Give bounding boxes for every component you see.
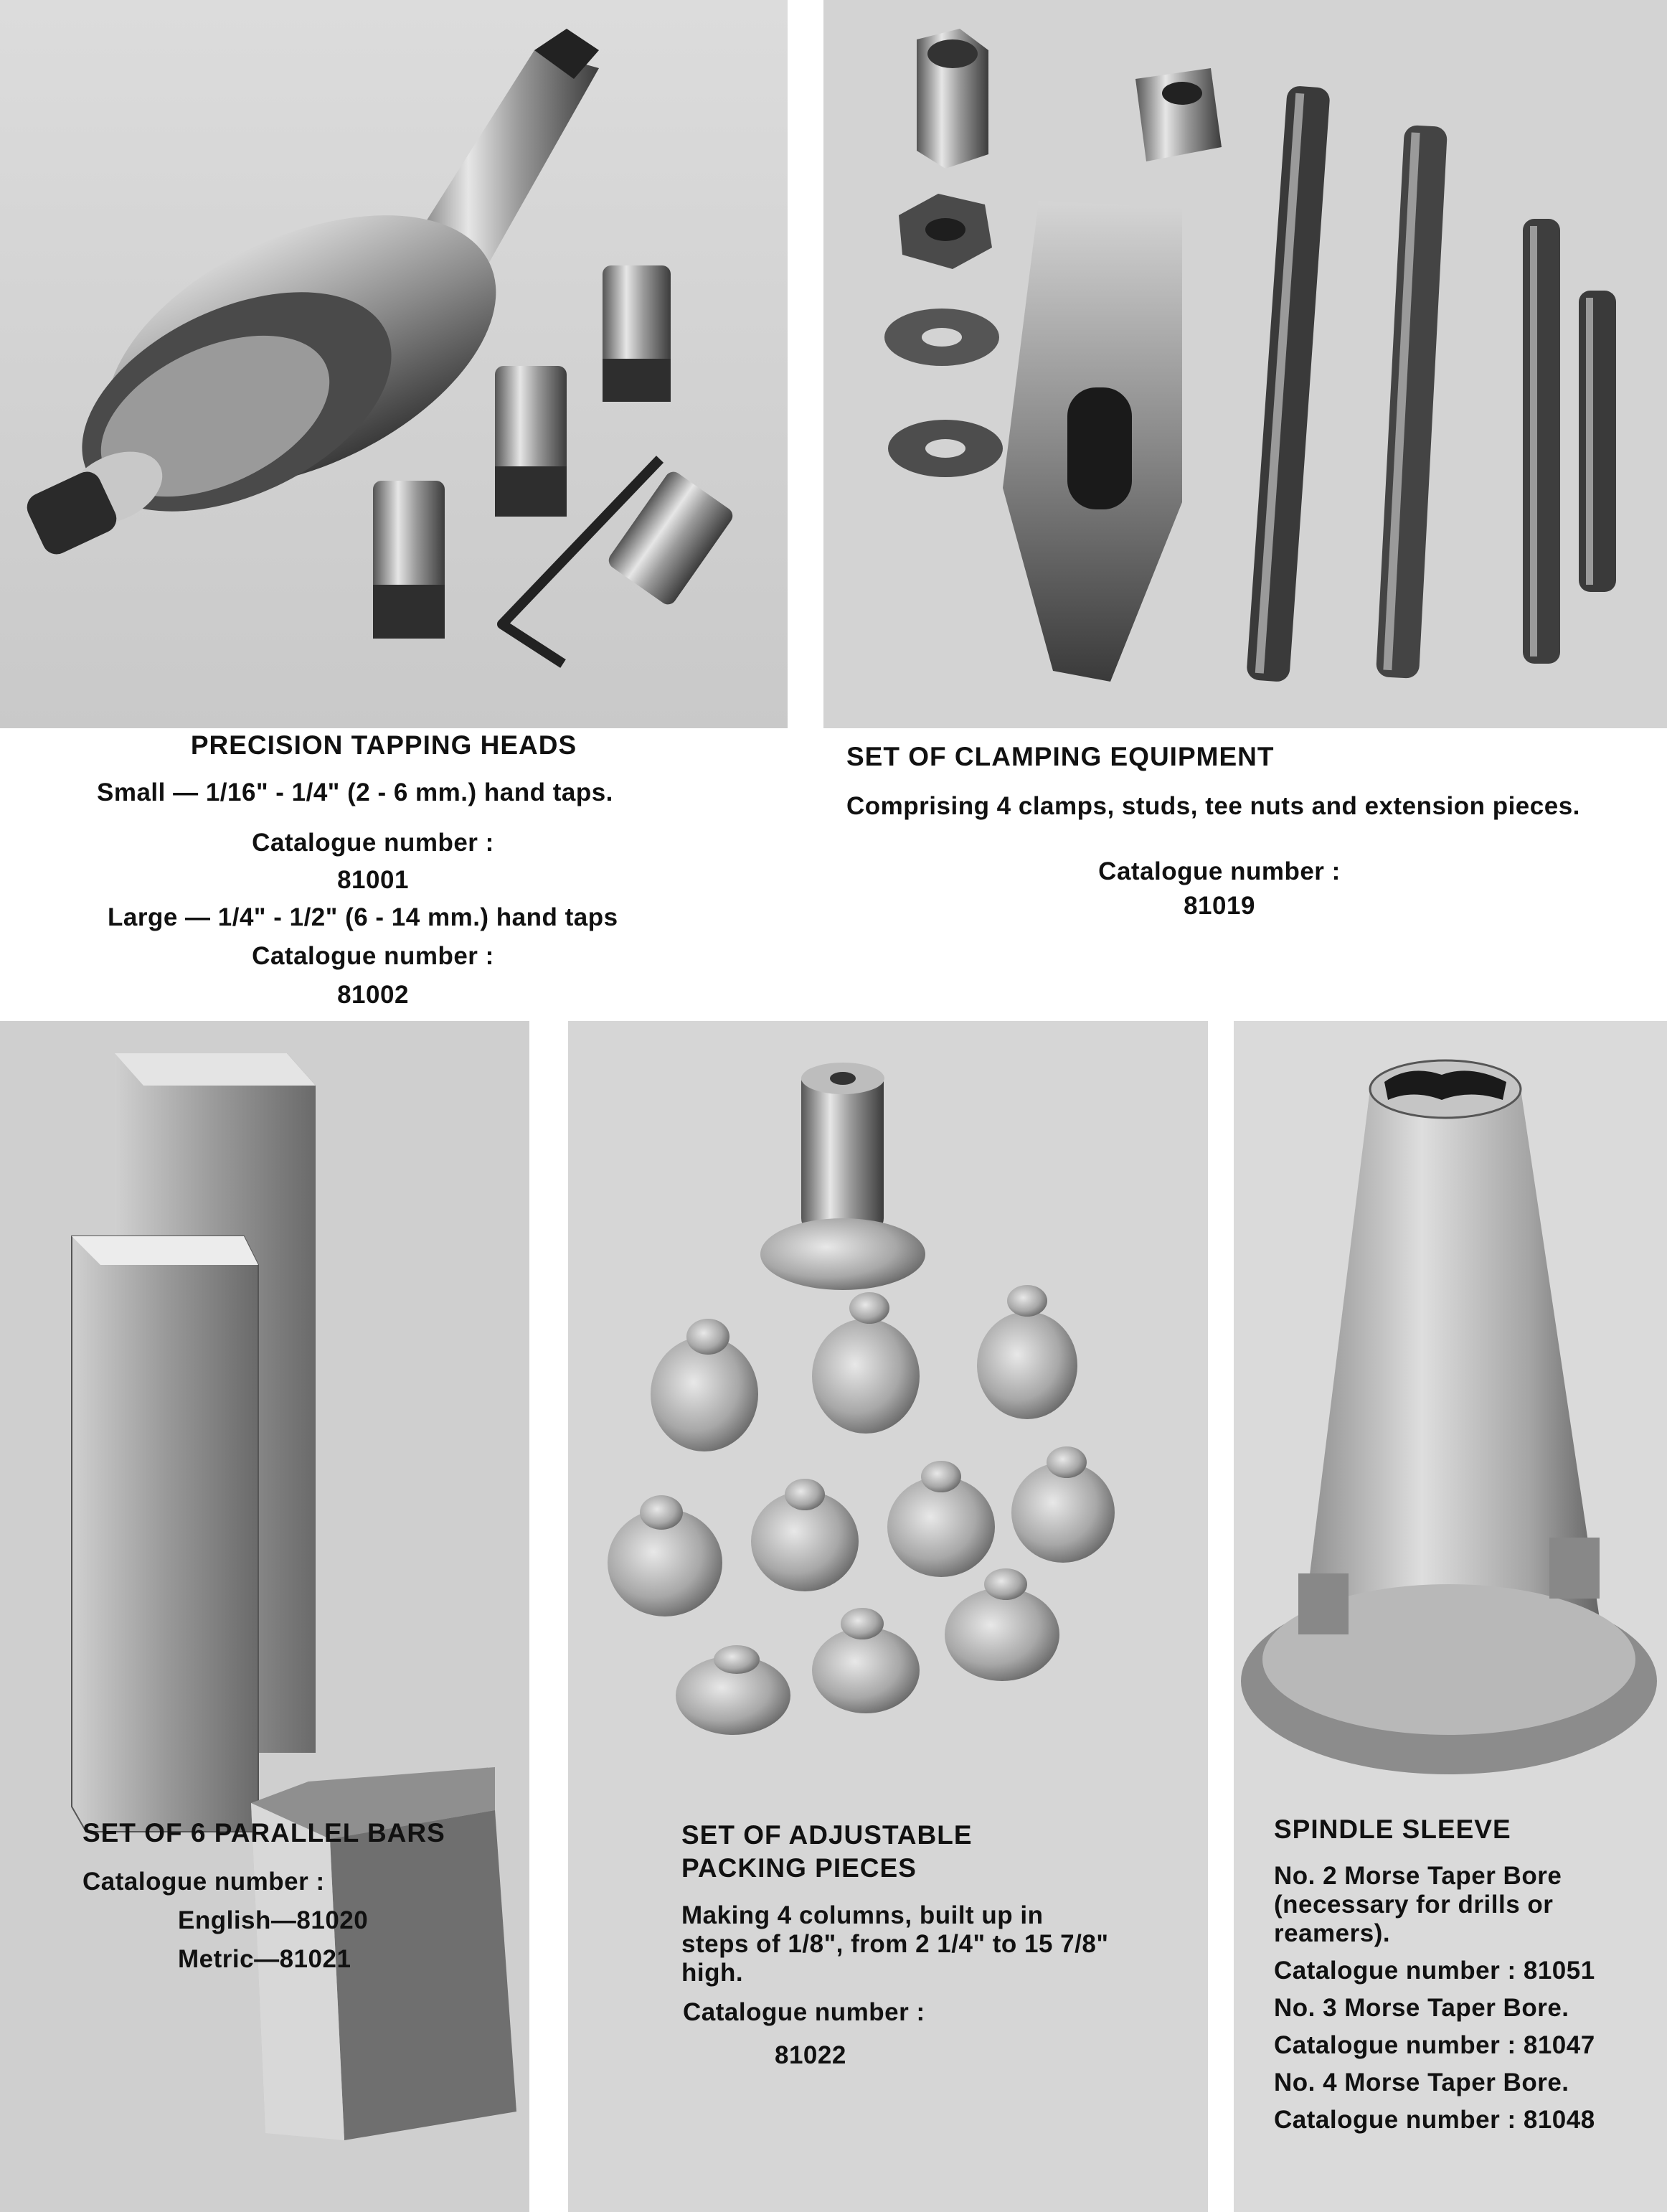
parallel-bars-metric: Metric—81021 bbox=[178, 1945, 351, 1973]
tapping-heads-small-cat-label: Catalogue number : bbox=[252, 829, 494, 857]
spindle-desc-line3: reamers). bbox=[1274, 1919, 1391, 1947]
packing-cat-number: 81022 bbox=[775, 2041, 846, 2069]
spindle-desc-line1: No. 2 Morse Taper Bore bbox=[1274, 1862, 1562, 1890]
spindle-no3: No. 3 Morse Taper Bore. bbox=[1274, 1994, 1569, 2022]
packing-title-line2: PACKING PIECES bbox=[681, 1853, 917, 1883]
tapping-heads-small-line: Small — 1/16" - 1/4" (2 - 6 mm.) hand taps. bbox=[97, 778, 613, 806]
packing-desc-line1: Making 4 columns, built up in bbox=[681, 1901, 1044, 1929]
spindle-cat2: Catalogue number : 81047 bbox=[1274, 2031, 1595, 2059]
tapping-heads-photo bbox=[0, 0, 788, 728]
clamping-description: Comprising 4 clamps, studs, tee nuts and extension pieces. bbox=[846, 792, 1580, 820]
clamping-equipment-photo bbox=[823, 0, 1667, 728]
packing-cat-label: Catalogue number : bbox=[683, 1998, 925, 2026]
clamping-cat-number: 81019 bbox=[1184, 892, 1255, 920]
spindle-no4: No. 4 Morse Taper Bore. bbox=[1274, 2069, 1569, 2096]
packing-desc-line3: high. bbox=[681, 1959, 744, 1987]
spindle-cat3: Catalogue number : 81048 bbox=[1274, 2106, 1595, 2134]
packing-pieces-photo bbox=[568, 1021, 1208, 2212]
parallel-bars-cat-label: Catalogue number : bbox=[82, 1868, 325, 1896]
clamping-title: SET OF CLAMPING EQUIPMENT bbox=[846, 742, 1275, 771]
tapping-heads-title: PRECISION TAPPING HEADS bbox=[190, 730, 577, 760]
parallel-bars-photo bbox=[0, 1021, 529, 2212]
spindle-desc-line2: (necessary for drills or bbox=[1274, 1891, 1554, 1919]
tapping-heads-large-line: Large — 1/4" - 1/2" (6 - 14 mm.) hand taps bbox=[108, 903, 618, 931]
spindle-title: SPINDLE SLEEVE bbox=[1274, 1815, 1511, 1844]
clamping-cat-label: Catalogue number : bbox=[1098, 857, 1341, 885]
tapping-heads-large-cat-label: Catalogue number : bbox=[252, 942, 494, 970]
packing-desc-line2: steps of 1/8", from 2 1/4" to 15 7/8" bbox=[681, 1930, 1109, 1958]
tapping-heads-small-cat-number: 81001 bbox=[337, 866, 409, 894]
parallel-bars-english: English—81020 bbox=[178, 1906, 369, 1934]
tapping-heads-large-cat-number: 81002 bbox=[337, 981, 409, 1009]
parallel-bars-title: SET OF 6 PARALLEL BARS bbox=[82, 1818, 445, 1848]
spindle-cat1: Catalogue number : 81051 bbox=[1274, 1957, 1595, 1985]
packing-title-line1: SET OF ADJUSTABLE bbox=[681, 1820, 973, 1850]
